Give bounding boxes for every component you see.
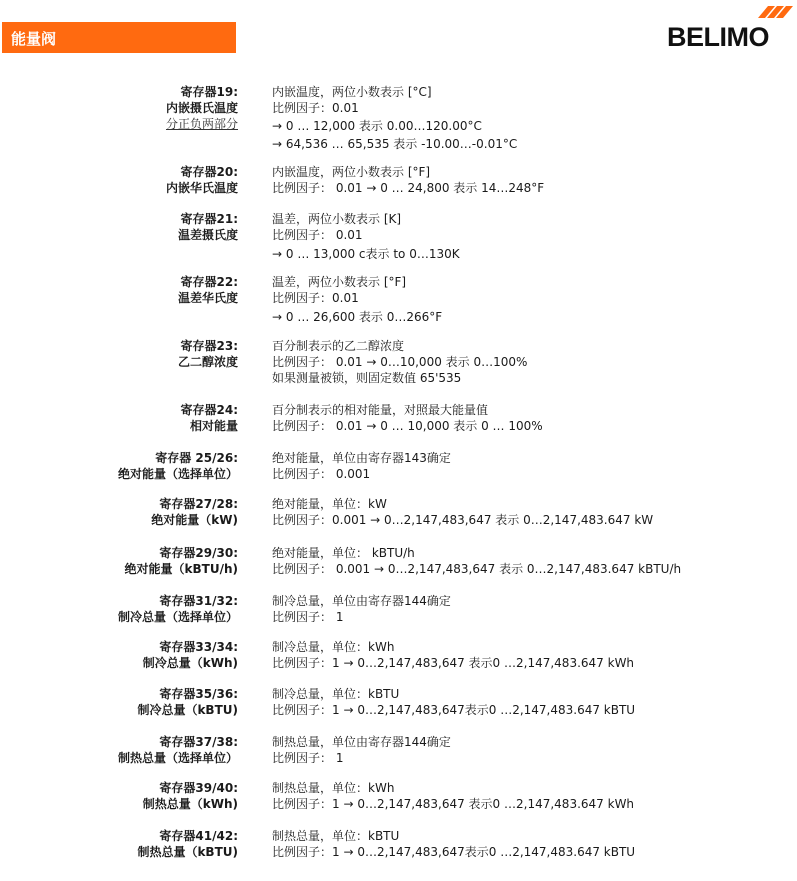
register-description	[272, 450, 451, 482]
description-line: 比例因子： 0.001	[272, 467, 371, 481]
register-title: 内嵌摄氏温度	[165, 101, 238, 115]
register-label-group	[178, 211, 238, 243]
register-label-group	[118, 450, 238, 482]
description-line: 内嵌温度，两位小数表示 [°F]	[272, 165, 431, 179]
description-line: 制热总量，单位：kBTU	[272, 829, 400, 843]
register-number: 寄存器31/32:	[159, 594, 238, 608]
description-line: 比例因子： 0.01 → 0 … 10,000 表示 0 … 100%	[272, 419, 543, 433]
register-label-group	[118, 593, 238, 625]
register-description	[272, 686, 635, 718]
description-line: 比例因子： 1	[272, 751, 344, 765]
section-title-bar	[2, 22, 236, 53]
description-line: 内嵌温度，两位小数表示 [°C]	[272, 85, 432, 99]
register-description	[272, 274, 442, 325]
register-number: 寄存器39/40:	[159, 781, 238, 795]
description-line: 比例因子：1 → 0…2,147,483,647表示0 …2,147,483.647 kBTU	[272, 703, 636, 717]
description-line: 比例因子：0.01	[272, 291, 359, 305]
description-line: 比例因子：0.001 → 0…2,147,483,647 表示 0…2,147,483.647 kW	[272, 513, 654, 527]
register-note: 分正负两部分	[165, 117, 238, 131]
description-line: 绝对能量，单位由寄存器143确定	[272, 451, 451, 465]
description-line: 比例因子： 1	[272, 610, 344, 624]
register-title: 制热总量（kWh)	[142, 797, 238, 811]
register-label-group	[137, 828, 238, 860]
register-label-group	[118, 734, 238, 766]
description-line: 比例因子：0.01	[272, 101, 359, 115]
register-title: 绝对能量（选择单位）	[117, 467, 238, 481]
description-line: 比例因子： 0.01 → 0 … 24,800 表示 14…248°F	[272, 181, 545, 195]
register-label-group	[178, 338, 238, 370]
description-line: 比例因子： 0.01 → 0…10,000 表示 0…100%	[272, 355, 528, 369]
register-title: 制热总量（kBTU)	[137, 845, 238, 859]
register-description	[272, 734, 451, 766]
description-line: 如果测量被锁，则固定数值 65'535	[272, 371, 462, 385]
register-description	[272, 593, 451, 625]
register-number: 寄存器33/34:	[159, 640, 238, 654]
register-number: 寄存器19:	[180, 85, 238, 99]
description-line: 制冷总量，单位由寄存器144确定	[272, 594, 451, 608]
register-description	[272, 496, 653, 528]
register-label-group	[143, 780, 238, 812]
register-number: 寄存器24:	[180, 403, 238, 417]
logo-stripes-icon	[758, 6, 793, 18]
register-description	[272, 164, 544, 196]
register-title: 相对能量	[189, 419, 238, 433]
description-line: 绝对能量，单位：kW	[272, 497, 387, 511]
description-line: 绝对能量，单位： kBTU/h	[272, 546, 415, 560]
register-number: 寄存器35/36:	[159, 687, 238, 701]
register-number: 寄存器 25/26:	[155, 451, 238, 465]
register-description	[272, 639, 634, 671]
register-title: 温差摄氏度	[177, 228, 238, 242]
register-label-group	[143, 639, 238, 671]
description-line: 制热总量，单位由寄存器144确定	[272, 735, 451, 749]
register-description	[272, 828, 635, 860]
register-number: 寄存器41/42:	[159, 829, 238, 843]
register-label-group	[137, 686, 238, 718]
register-description	[272, 780, 634, 812]
register-number: 寄存器29/30:	[159, 546, 238, 560]
register-label-group	[166, 84, 238, 132]
description-line: 百分制表示的乙二醇浓度	[272, 339, 405, 353]
register-description	[272, 402, 543, 434]
description-line: 温差，两位小数表示 [°F]	[272, 275, 407, 289]
belimo-logo	[666, 4, 794, 50]
register-number: 寄存器20:	[180, 165, 238, 179]
register-number: 寄存器22:	[180, 275, 238, 289]
description-line: 制冷总量，单位：kBTU	[272, 687, 400, 701]
register-label-group	[181, 402, 239, 434]
register-title: 温差华氏度	[177, 291, 238, 305]
description-line: → 0 … 26,600 表示 0…266°F	[272, 310, 443, 324]
register-label-group	[151, 496, 238, 528]
register-number: 寄存器23:	[180, 339, 238, 353]
register-title: 制冷总量（kWh)	[142, 656, 238, 670]
register-label-group	[178, 274, 238, 306]
description-line: 制热总量，单位：kWh	[272, 781, 395, 795]
register-title: 乙二醇浓度	[177, 355, 238, 369]
register-label-group	[166, 164, 238, 196]
description-line: 比例因子：1 → 0…2,147,483,647 表示0 …2,147,483.647 kWh	[272, 797, 635, 811]
register-number: 寄存器21:	[180, 212, 238, 226]
register-label-group	[125, 545, 238, 577]
description-line: 制冷总量，单位：kWh	[272, 640, 395, 654]
description-line: 比例因子：1 → 0…2,147,483,647表示0 …2,147,483.647 kBTU	[272, 845, 636, 859]
register-title: 绝对能量（kBTU/h)	[124, 562, 238, 576]
description-line: 比例因子：1 → 0…2,147,483,647 表示0 …2,147,483.647 kWh	[272, 656, 635, 670]
register-title: 绝对能量（kW)	[151, 513, 238, 527]
description-line: 百分制表示的相对能量，对照最大能量值	[272, 403, 489, 417]
register-title: 制冷总量（选择单位）	[117, 610, 238, 624]
description-line: 温差，两位小数表示 [K]	[272, 212, 402, 226]
description-line: 比例因子： 0.01	[272, 228, 363, 242]
register-number: 寄存器27/28:	[159, 497, 238, 511]
description-line: → 64,536 … 65,535 表示 -10.00…-0.01°C	[272, 137, 518, 151]
description-line: → 0 … 13,000 c表示 to 0…130K	[272, 247, 460, 261]
register-title: 制热总量（选择单位）	[117, 751, 238, 765]
register-description	[272, 545, 681, 577]
register-description	[272, 84, 517, 152]
section-title: 能量阀	[11, 30, 57, 48]
register-title: 制冷总量（kBTU)	[137, 703, 238, 717]
description-line: → 0 … 12,000 表示 0.00…120.00°C	[272, 119, 482, 133]
register-description	[272, 211, 460, 262]
register-description	[272, 338, 527, 386]
register-number: 寄存器37/38:	[159, 735, 238, 749]
logo-wordmark: BELIMO	[667, 22, 769, 50]
description-line: 比例因子： 0.001 → 0…2,147,483,647 表示 0…2,147,483.647 kBTU/h	[272, 562, 682, 576]
register-title: 内嵌华氏温度	[165, 181, 238, 195]
